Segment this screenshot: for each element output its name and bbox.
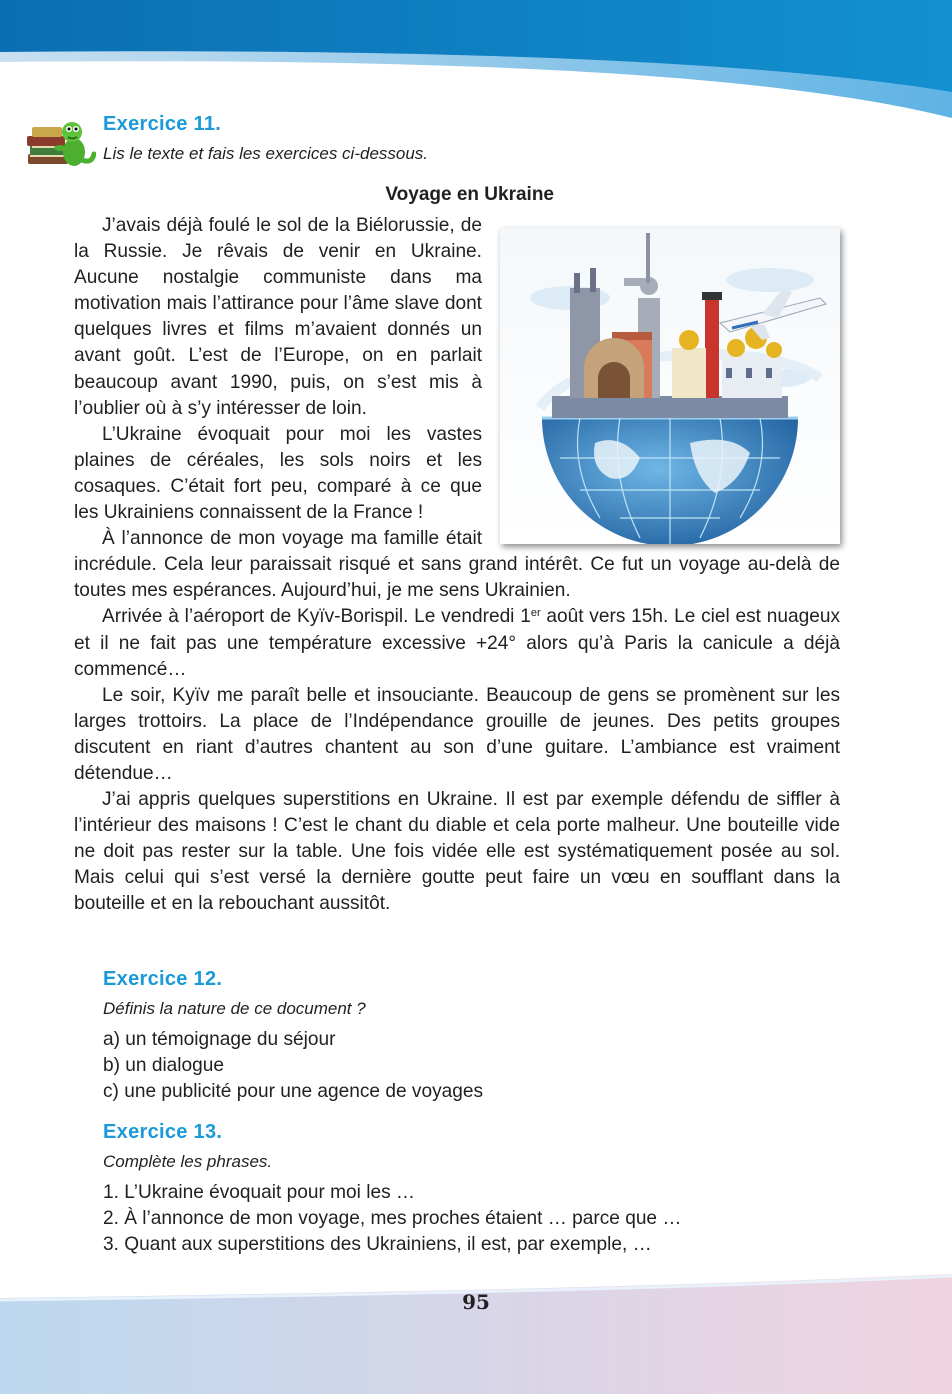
paragraph-5: Le soir, Kyïv me paraît belle et insouciante. Beaucoup de gens se promènent sur les larges trottoirs. La place de l’Indépendance grouille de jeunes. Des petits groupes discutent en riant d’autres chantent au son d’une guitare. L’ambiance est vraiment détendue… (74, 684, 840, 784)
paragraph-6: J’ai appris quelques superstitions en Ukraine. Il est par exemple défendu de siffler à l’intérieur des maisons ! C’est le chant du diable et cela porte malheur. Une bouteille vide ne doit pas rester sur la table. Une fois vidée elle est systématiquement posée au sol. Mais celui qui s’est versé la dernière goutte peut faire un vœu en soufflant dans la bouteille et en la rebouchant aussitôt. (74, 789, 840, 915)
exercise-13-title: Exercice 13. (103, 1121, 223, 1143)
paragraph-4-end: août vers 15h. Le ciel est nuageux et il ne fait pas une température excessive +24° alors qu’à Paris la canicule a déjà commencé… (74, 606, 841, 680)
books-with-lizard-icon (24, 110, 96, 172)
story-title-wrapper (0, 184, 912, 206)
option-a: a) un témoignage du séjour (103, 1029, 336, 1050)
exercise-12-options (103, 1027, 483, 1105)
sentence-item-1: 1. L’Ukraine évoquait pour moi les … (103, 1182, 416, 1203)
option-b: b) un dialogue (103, 1055, 225, 1077)
ordinal-superscript: er (530, 607, 541, 620)
header-band (0, 0, 952, 130)
page-number: 95 (462, 1290, 490, 1314)
ukraine-landmarks-illustration (500, 228, 840, 544)
footer-band (0, 1270, 952, 1394)
paragraph-1: J’avais déjà foulé le sol de la Biélorussie, de la Russie. Je rêvais de venir en Ukraine. Aucune nostalgie communiste dans ma motivation mais l’attirance pour l’âme slave dont quelques livres et films m’avaient donnés un avant goût. L’est de l’Europe, on en parlait beaucoup avant 1990, puis, on s’est mis à l’oublier où à s’y intéresser de loin. (74, 215, 482, 419)
paragraph-4 (74, 604, 840, 682)
story-title: Voyage en Ukraine (385, 184, 554, 205)
paragraph-2: L’Ukraine évoquait pour moi les vastes plaines de céréales, les sols noirs et les cosaques. C’était fort peu, comparé à ce que les Ukrainiens connaissent de la France ! (74, 423, 482, 524)
exercise-12-instruction: Définis la nature de ce document ? (103, 999, 366, 1018)
sentence-item-2: 2. À l’annonce de mon voyage, mes proches étaient … parce que … (103, 1208, 682, 1230)
sentence-item-3: 3. Quant aux superstitions des Ukrainiens, il est, par exemple, … (103, 1234, 652, 1256)
exercise-12-title: Exercice 12. (103, 968, 223, 990)
globe-landmarks-image (500, 228, 840, 544)
paragraph-4-start: Arrivée à l’aéroport de Kyïv-Borispil. Le vendredi 1 (102, 606, 531, 628)
story-text (74, 213, 840, 918)
exercise-13-instruction: Complète les phrases. (103, 1152, 273, 1171)
exercise-13-items (103, 1180, 681, 1258)
option-c: c) une publicité pour une agence de voyages (103, 1081, 484, 1103)
paragraph-3: À l’annonce de mon voyage ma famille était incrédule. Cela leur paraissait risqué et sans grand intérêt. Ce fut un voyage au-delà de toutes mes espérances. Aujourd’hui, je me sens Ukrainien. (74, 528, 840, 602)
exercise-11-instruction: Lis le texte et fais les exercices ci-dessous. (103, 144, 429, 163)
exercise-11-title: Exercice 11. (103, 113, 222, 135)
